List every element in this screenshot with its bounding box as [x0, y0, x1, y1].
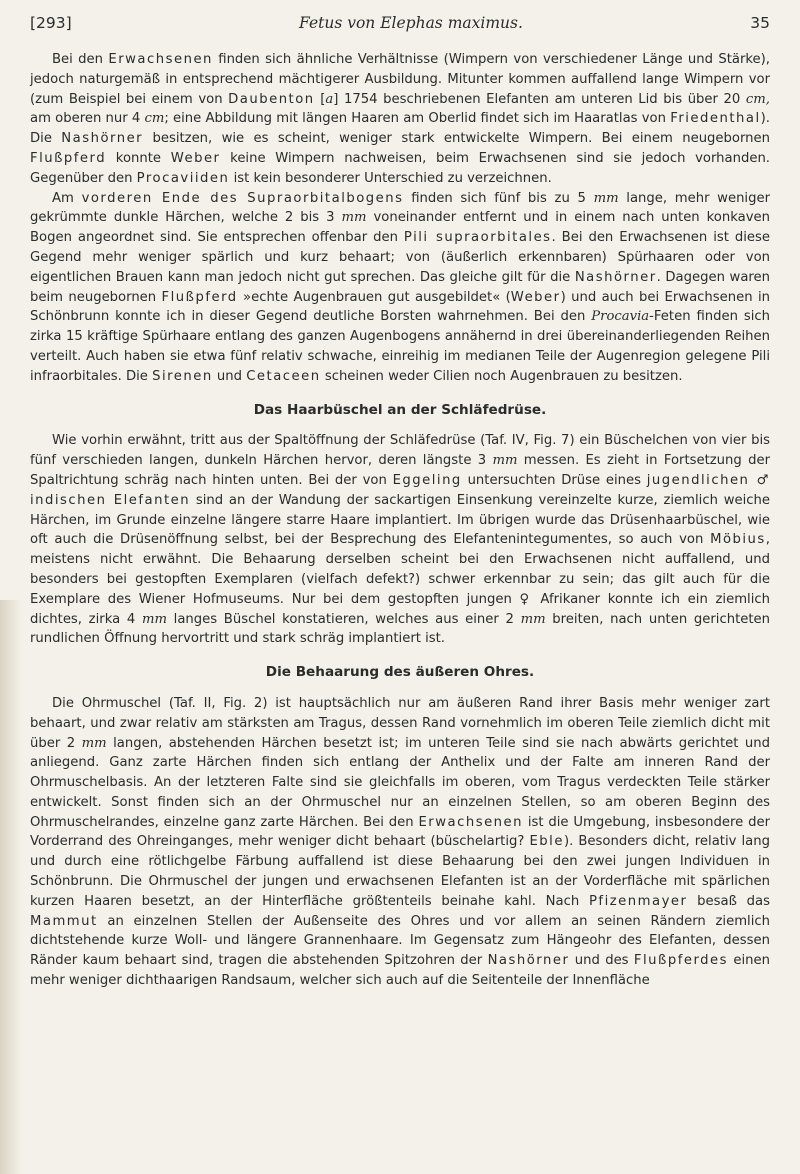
text-run: Die Ohrmuschel (Taf. II, Fig. 2) ist hauptsächlich nur am äußeren Rand ihrer Basis mehr weniger zart behaart, und zwar relativ am stärksten am Tragus, dessen Rand vornehmlich im oberen Teile ziemlich dicht mit über 2 [30, 695, 770, 751]
italic-text: cm [144, 111, 165, 127]
page-reference: [293] [30, 14, 72, 32]
text-run: Das Haarbüschel an der Schläfedrüse. [253, 401, 547, 418]
spaced-name: Eble [529, 834, 564, 850]
section-heading [30, 663, 770, 683]
spaced-name: jugendlichen ♂ indischen Elefanten [30, 472, 770, 508]
text-run: ; eine Abbildung mit längen Haaren am Oberlid findet sich im Haaratlas von [164, 111, 671, 127]
spaced-name: Friedenthal [670, 111, 761, 127]
page-edge-shadow [0, 600, 22, 1174]
text-run: keine Wimpern nachweisen, beim Erwachsenen sind sie jedoch vorhanden. Gegenüber den [30, 150, 771, 186]
spaced-name: Mammut [30, 913, 98, 929]
italic-text: mm [141, 611, 167, 627]
text-run: -Feten finden sich zirka 15 kräftige Spürhaare entlang des ganzen Augenbogens annähernd in drei übereinanderliegenden Reihen verteilt. Auch haben sie etwa fünf relativ schwache, einreihig im medianen Teile der Augenregion gelegene Pili infraorbitales. Die [30, 309, 770, 384]
text-run: untersuchten Drüse eines [461, 472, 647, 488]
spaced-name: Daubenton [228, 91, 315, 107]
body-text [30, 50, 770, 991]
spaced-name: Procaviiden [136, 170, 230, 186]
text-run: ist die Umgebung, insbesondere der Vorderrand des Ohreinganges, mehr weniger dicht behaart (büschelartig? [30, 814, 770, 850]
text-run: finden sich ähnliche Verhältnisse (Wimpern von verschiedener Länge und Stärke), jedoch naturgemäß in entsprechend mächtigerer Ausbildung. Mitunter kommen auffallend lange Wimpern vor (zum Beispiel bei einem von [30, 52, 770, 107]
text-run: Bei den [52, 52, 109, 67]
spaced-name: vorderen Ende des Supraorbitalbogens [81, 190, 404, 206]
text-run: lange, mehr weniger gekrümmte dunkle Härchen, welche 2 bis 3 [30, 190, 771, 226]
text-run: und [212, 368, 247, 384]
spaced-name: Nashörner [574, 269, 657, 285]
italic-text: mm [341, 210, 367, 226]
spaced-name: Weber [170, 150, 221, 166]
paragraph [30, 694, 770, 991]
section-heading [30, 401, 770, 421]
text-run: . Bei den Erwachsenen ist diese Gegend mehr weniger spärlich und kurz behaart; von (äußerlich erkennbaren) Spürhaaren oder von eigentlichen Brauen kann man jedoch nicht gut sprechen. Das gleiche gilt für die [30, 230, 771, 285]
spaced-name: Pfizenmayer [588, 893, 688, 909]
spaced-name: Flußpferdes [633, 953, 728, 969]
text-run: an einzelnen Stellen der Außenseite des Ohres und vor allem an seinen Rändern ziemlich dichtstehende kurze Woll- und längere Grannenhaare. Im Gegensatz zum Hängeohr des Elefanten, dessen Ränder kaum behaart sind, tragen die abstehenden Spitzohren der [30, 913, 770, 969]
text-run: sind an der Wandung der sackartigen Einsenkung vereinzelte kurze, ziemlich weiche Härchen, im Grunde einzelne längere starre Haare implantiert. Im übrigen wurde das Drüsenhaarbüschel, wie oft auch die Drüsenöffnung selbst, bei der Besprechung des Elefantenintegumentes, so auch von [30, 492, 770, 548]
text-run: Wie vorhin erwähnt, tritt aus der Spaltöffnung der Schläfedrüse (Taf. IV, Fig. 7) ein Büschelchen von vier bis fünf verschieden langen, dunkeln Härchen hervor, deren längste 3 [30, 433, 770, 469]
text-run: am oberen nur 4 [30, 111, 145, 127]
paragraph [30, 431, 770, 649]
text-run: besaß das [687, 893, 770, 909]
spaced-name: Nashörner [487, 953, 570, 969]
text-run: ) und auch bei Erwachsenen in Schönbrunn konnte ich in dieser Gegend deutliche Borsten wahrnehmen. Bei den [30, 289, 770, 325]
text-run: langen, abstehenden Härchen besetzt ist; im unteren Teile sind sie nach abwärts gerichtet und anliegend. Ganz zarte Härchen finden sich entlang der Anthelix und der Falte am inneren Rand der Ohrmuschelbasis. An der letzteren Falte sind sie gleichfalls im oberen, vom Tragus verdeckten Teile stärker entwickelt. Sonst finden sich an der Ohrmuschel nur an einzelnen Stellen, so am oberen Beginn des Ohrmuschelrandes, einzelne ganz zarte Härchen. Bei den [30, 735, 770, 830]
spaced-name: Pili supraorbitales [403, 230, 552, 246]
text-run: messen. Es zieht in Fortsetzung der Spaltrichtung schräg nach hinten unten. Bei der von [30, 453, 770, 488]
italic-text: mm [593, 190, 619, 206]
spaced-name: Nashörner [61, 131, 144, 147]
spaced-name: Flußpferd [161, 289, 238, 305]
text-run: ). Besonders dicht, relativ lang und durch eine rötlichgelbe Färbung auffallend ist diese Behaarung bei den zwei jungen Individuen in Schönbrunn. Die Ohrmuschel der jungen und erwachsenen Elefanten ist an der Vorderfläche mit spärlichen kurzen Haaren besetzt, an der Hinterfläche größtenteils beinahe kahl. Nach [30, 834, 770, 909]
text-run: ). Die [30, 111, 770, 147]
text-run: Am [52, 190, 82, 206]
italic-text: Procavia [591, 309, 650, 325]
text-run: . Dagegen waren beim neugebornen [30, 269, 770, 305]
paragraph [30, 50, 770, 189]
text-run: breiten, nach unten gerichteten rundlichen Öffnung hervortritt und stark schräg implantiert ist. [30, 611, 770, 647]
text-run: ist kein besonderer Unterschied zu verzeichnen. [229, 170, 552, 186]
spaced-name: Erwachsenen [418, 814, 524, 830]
text-run: besitzen, wie es scheint, weniger stark entwickelte Wimpern. Bei einem neugebornen [143, 131, 770, 147]
text-run: konnte [106, 150, 171, 166]
text-run: »echte Augenbrauen gut ausgebildet« ( [237, 289, 511, 305]
text-run: langes Büschel konstatieren, welches aus einer 2 [166, 611, 521, 627]
italic-text: mm [492, 453, 518, 469]
text-run: einen mehr weniger dichthaarigen Randsaum, welcher sich auch auf die Seitenteile der Innenfläche [30, 953, 770, 989]
italic-text: mm [81, 735, 107, 751]
italic-text: cm, [745, 91, 770, 107]
text-run: und des [569, 953, 634, 969]
page-number: 35 [750, 14, 770, 32]
running-title: Fetus von Elephas maximus. [299, 14, 523, 32]
italic-text: mm [520, 611, 546, 627]
text-run: [ [314, 91, 326, 107]
spaced-name: Weber [510, 289, 561, 305]
spaced-name: Erwachsenen [108, 52, 213, 67]
text-run: finden sich fünf bis zu 5 [403, 190, 594, 206]
text-run: ] 1754 beschriebenen Elefanten am unteren Lid bis über 20 [333, 91, 746, 107]
text-run: , meistens nicht erwähnt. Die Behaarung derselben scheint bei den Erwachsenen nicht auffallend, und besonders bei gestopften Exemplaren (vielfach defekt?) schwer erkennbar zu sein; das gilt auch für die Exemplare des Wiener Hofmuseums. Nur bei dem gestopften jungen ♀ Afrikaner konnte ich ein ziemlich dichtes, zirka 4 [30, 532, 770, 627]
text-run: voneinander entfernt und in einem nach unten konkaven Bogen angeordnet sind. Sie entsprechen offenbar den [30, 210, 770, 246]
spaced-name: Möbius [710, 532, 766, 548]
paragraph [30, 189, 770, 387]
text-run: scheinen weder Cilien noch Augenbrauen zu besitzen. [320, 368, 683, 384]
running-header [30, 14, 770, 32]
spaced-name: Cetaceen [246, 368, 321, 384]
spaced-name: Eggeling [392, 472, 462, 488]
spaced-name: Flußpferd [30, 150, 107, 166]
italic-text: a [325, 91, 334, 107]
spaced-name: Sirenen [152, 368, 213, 384]
text-run: Die Behaarung des äußeren Ohres. [265, 664, 535, 681]
